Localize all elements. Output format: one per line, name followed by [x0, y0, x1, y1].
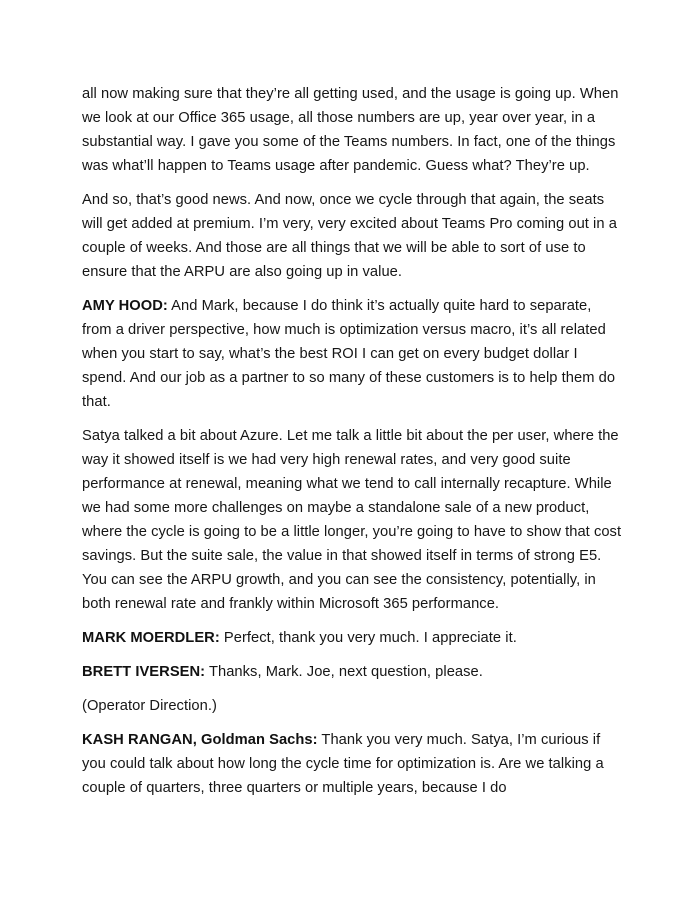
paragraph: [82, 660, 622, 684]
paragraph-text: And so, that’s good news. And now, once we cycle through that again, the seats will get added at premium. I’m very, very excited about Teams Pro coming out in a couple of weeks. And those are all things that we will be able to sort of use to ensure that the ARPU are also going up in value.: [82, 192, 617, 280]
paragraph-text: Satya talked a bit about Azure. Let me talk a little bit about the per user, where the way it showed itself is we had very high renewal rates, and very good suite performance at renewal, meaning what we tend to call internally recapture. While we had some more challenges on maybe a standalone sale of a new product, where the cycle is going to be a little longer, you’re going to have to show that cost savings. But the suite sale, the value in that showed itself in terms of strong E5. You can see the ARPU growth, and you can see the consistency, potentially, in both renewal rate and frankly within Microsoft 365 performance.: [82, 428, 622, 612]
speaker-name: BRETT IVERSEN:: [82, 664, 206, 680]
speaker-name: KASH RANGAN, Goldman Sachs:: [82, 732, 318, 748]
speaker-name: MARK MOERDLER:: [82, 630, 220, 646]
paragraph-text: all now making sure that they’re all getting used, and the usage is going up. When we look at our Office 365 usage, all those numbers are up, year over year, in a substantial way. I gave you some of the Teams numbers. In fact, one of the things was what’ll happen to Teams usage after pandemic. Guess what? They’re up.: [82, 86, 619, 174]
paragraph-text: Thank you very much. Satya, I’m curious if you could talk about how long the cycle time for optimization is. Are we talking a couple of quarters, three quarters or multiple years, because I do: [82, 732, 604, 796]
paragraph: [82, 626, 622, 650]
paragraph-text: Thanks, Mark. Joe, next question, please.: [205, 664, 483, 680]
paragraph: [82, 694, 622, 718]
paragraph: [82, 728, 622, 800]
paragraph: [82, 424, 622, 616]
paragraph: [82, 82, 622, 178]
paragraph-text: (Operator Direction.): [82, 698, 217, 714]
paragraph-text: Perfect, thank you very much. I appreciate it.: [219, 630, 517, 646]
speaker-name: AMY HOOD:: [82, 298, 168, 314]
transcript-body: [82, 82, 622, 810]
paragraph-text: And Mark, because I do think it’s actually quite hard to separate, from a driver perspective, how much is optimization versus macro, it’s all related when you start to say, what’s the best ROI I can get on every budget dollar I spend. And our job as a partner to so many of these customers is to help them do that.: [82, 298, 616, 410]
paragraph: [82, 188, 622, 284]
paragraph: [82, 294, 622, 414]
